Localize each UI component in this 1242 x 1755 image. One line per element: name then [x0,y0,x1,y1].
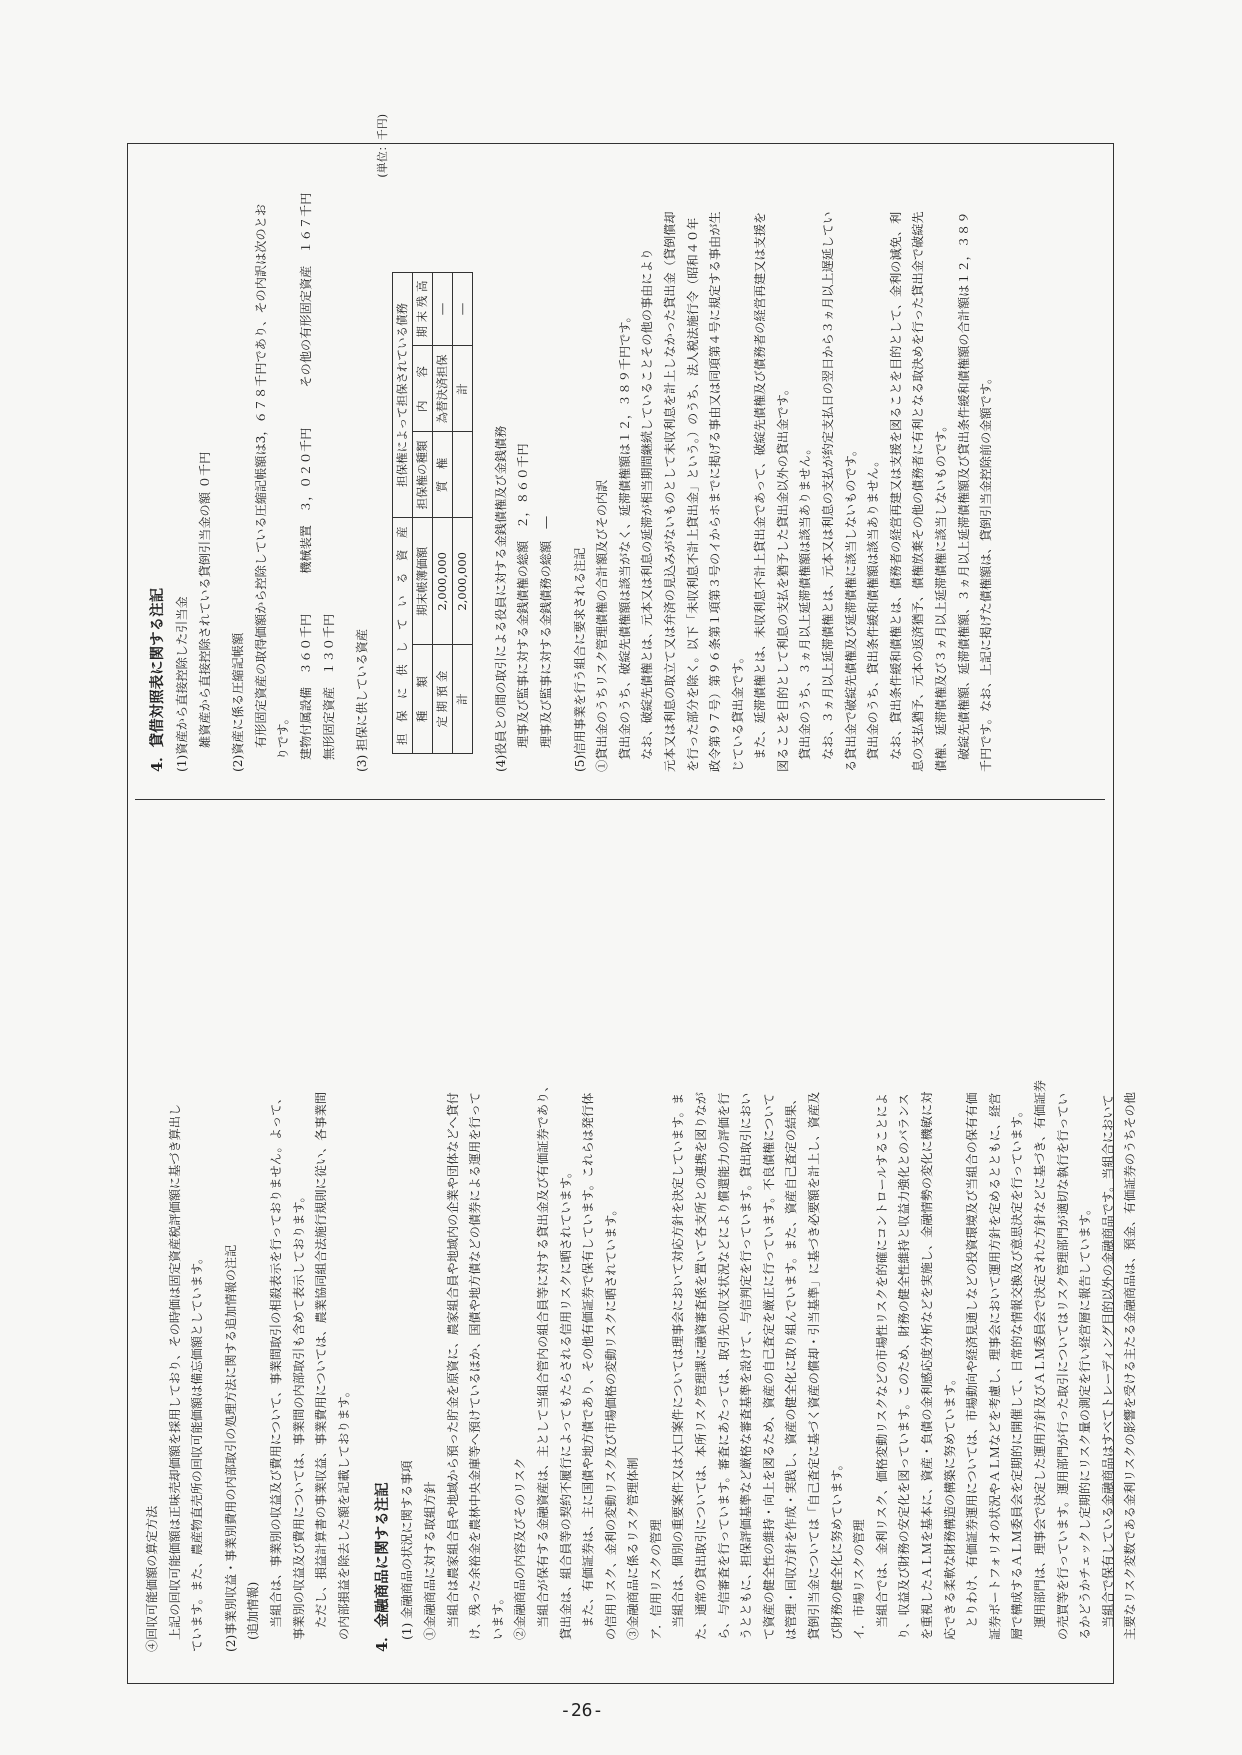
text-line: ③金融商品に係るリスク管理体制 [626,1457,641,1640]
text-line: また、有価証券は、主に国債や地方債であり、その他有価証券で保有しています。これらは発行体 [581,1092,596,1628]
text-line: 破綻先債権額、延滞債権額、３ヵ月以上延滞債権額及び貸出条件緩和債権額の合計額は１２，３８９ [956,211,971,760]
text-line: 運用部門は、理事会で決定した運用方針及びＡＬＭ委員会で決定された方針などに基づき、有価証券 [1032,1080,1047,1628]
text-line: なお、破綻先債権とは、元本又は利息の延滞が相当期間継続していることその他の事由により [640,248,655,760]
text-line: (5)信用事業を行う組合に要求される注記 [572,547,587,772]
table-row [432,272,452,753]
text-line: る貸出金で破綻先債権及び延滞債権に該当しないものです。 [843,443,858,772]
table-cell: 計 [452,645,472,754]
section-head-recoverable: ④回収可能価額の算定方法 [145,1505,159,1652]
sub-head: (追加情報) [246,1581,261,1640]
table-header: 担 保 に 供 し て い る 資 産 [392,518,412,754]
text-line: を行った部分を除く。以下「未収利息不計上貸出金」という。）のうち、法人税法施行令（昭和４０年 [685,217,700,772]
text-line: 元本又は利息の取立て又は弁済の見込みがないものとして未収利息を計上しなかった貸出金（貸倒償却 [662,211,677,772]
text-line: 債権、延滞債権及び３ヵ月以上延滞債権に該当しないものです。 [934,419,949,772]
table-cell: 為替決済担保 [432,346,452,432]
section-title-balance-sheet: 4．貸借対照表に関する注記 [149,587,166,772]
collateral-table [392,272,473,754]
page-number: -26- [560,1700,604,1721]
text-line: り、収益及び財務の安定化を図っています。このため、財務の健全性維持と収益力強化とのバランス [897,1093,912,1640]
table-row [452,272,472,753]
building-equipment: 建物付属設備 ３６０千円 [298,613,313,760]
text-line: また、延滞債権とは、未収利息不計上貸出金であって、破綻先債権及び債務者の経営再建又は支援を [753,211,768,760]
column-header: 担保権の種類 [412,432,432,518]
text-line: (1) 金融商品の状況に関する事項 [400,1460,415,1640]
text-line: (1)資産から直接控除した引当金 [175,596,189,772]
table-cell: ― [432,272,452,346]
right-column [127,114,1114,788]
table-header: 担保権によって担保されている債務 [392,272,412,518]
text-line: います。 [490,1592,505,1640]
text-line: 主要なリスク変数である金利リスクの影響を受ける主たる金融商品は、預金、有価証券のうちその他 [1123,1092,1138,1640]
text-line: た、通常の貸出取引については、本所リスク管理課に融資審査係を置いて各支所との連携を図りなが [694,1092,709,1640]
text-line: 貸出金のうち、貸出条件緩和債権額は該当ありません。 [866,454,881,760]
text-line: (3) 担保に供している資産 [355,628,370,772]
text-line: 当組合では、金利リスク、価格変動リスクなどの市場性リスクを的確にコントロールすることによ [874,1093,889,1628]
text-line: 層で構成するＡＬＭ委員会を定期的に開催して、日常的な情報交換及び意思決定を行っています。 [1010,1104,1025,1640]
table-cell: ― [452,272,472,346]
rotated-page [127,114,1138,1684]
text-line: ア．信用リスクの管理 [648,1519,663,1640]
text-line: 当組合が保有する金融資産は、主として当組合管内の組合員等に対する貸出金及び有価証券であり、 [535,1079,550,1628]
text-line: ています。また、農産物直売所の回収可能価額は備忘価額としています。 [190,1251,205,1652]
intangible-assets: 無形固定資産 １３０千円 [321,613,336,760]
text-line: ら、与信審査を行っています。審査にあたっては、取引先の収支状況などにより償還能力の評価を行 [716,1092,731,1640]
left-column [127,812,1138,1672]
text-line: 貸出金のうち、３ヵ月以上延滞債権額は該当ありません。 [798,442,813,760]
section-title-financial: 4．金融商品に関する注記 [374,1482,392,1652]
text-line: の信用リスク、金利の変動リスク及び市場価格の変動リスクに晒されています。 [603,1203,618,1640]
text-line: ②金融商品の内容及びそのリスク [513,1457,528,1640]
text-line: ①貸出金のうちリスク管理債権の合計額及びその内訳 [595,479,610,772]
text-line: なお、貸出条件緩和債権とは、債務者の経営再建又は支援を図ることを目的として、金利の減免、利 [888,211,903,760]
text-line: 政令第９７号）第９６条第１項第３号のイからホまでに掲げる事由又は同項第４号に規定する事由が生 [708,211,723,772]
text-line: 息の支払猶予、元本の返済猶予、債権放棄その他の債務者に有利となる取決めを行った貸出金で破綻先 [911,211,926,772]
compression-row [295,161,318,772]
table-cell: 計 [452,346,472,432]
column-header: 期 末 残 高 [412,272,432,346]
text-line: の売買等を行っています。運用部門が行った取引についてはリスク管理部門が適切な執行を行ってい [1055,1093,1070,1640]
column-header: 内 容 [412,346,432,432]
text-line: び財務の健全化に努めています。 [829,1458,844,1640]
machinery: 機械装置 ３，０２０千円 [298,427,313,574]
unit-label: (単位：千円) [375,114,389,178]
text-line: 貸倒引当金については「自己査定に基づく資産の償却・引当基準」に基づき必要額を計上し、資産及 [807,1091,822,1640]
text-line: るかどうかチェックし定期的にリスク量の測定を行い経営層に報告しています。 [1078,1202,1093,1640]
text-line: 理事及び監事に対する金銭債務の総額 ― [538,516,553,748]
other-fixed-assets: その他の有形固定資産 １６７千円 [298,192,313,388]
text-line: 有形固定資産の取得価額から控除している圧縮記帳額は3，６７８千円であり、その内訳は次のとお [253,203,268,748]
text-line: なお、３ヵ月以上延滞債権とは、元本又は利息の支払が約定支払日の翌日から３ヵ月以上遅延してい [821,211,836,760]
text-line: 当組合は、個別の重要案件又は大口案件については理事会において対応方針を決定しています。ま [671,1092,686,1628]
text-line: け、残った余裕金を農林中央金庫等へ預けているほか、国債や地方債などの債券による運用を行って [468,1092,483,1640]
text-line: イ．市場リスクの管理 [852,1519,867,1640]
table-cell: 質 権 [432,432,452,518]
text-line: 当組合は、事業別の収益及び費用について、事業間取引の相殺表示を行っておりません。よって、 [268,1091,283,1628]
text-line: 理事及び監事に対する金銭債権の総額 ２，８６０千円 [516,443,531,748]
text-line: 上記の回収可能価額は正味売却価額を採用しており、その時価は固定資産税評価額に基づき算出し [167,1103,182,1640]
table-cell: 2,000,000 [432,518,452,645]
text-line: 図ることを目的として利息の支払を猶予した貸出金以外の貸出金です。 [775,382,790,772]
text-line: 貸出金のうち、破綻先債権額は該当がなく、延滞債権額は１２，３８９千円です。 [617,310,632,760]
column-header: 種 類 [412,645,432,754]
text-line: ①金融商品に対する取組方針 [422,1481,437,1640]
text-line: の内部損益を除去した額を記載しております。 [336,1385,351,1640]
table-cell [452,432,472,518]
text-line: 当組合は農家組合員や地域から預った貯金を原資に、農家組合員や地域内の企業や団体などへ貸付 [445,1092,460,1628]
text-line: 当組合で保有している金融商品はすべてトレーディング目的以外の金融商品です。当組合において [1100,1094,1115,1628]
table-cell: 2,000,000 [452,518,472,645]
text-line: (4)役員との間の取引による役員に対する金銭債権及び金銭債務 [493,425,508,772]
text-line: 貸出金は、組合員等の契約不履行によってもたらされる信用リスクに晒されています。 [558,1165,573,1640]
text-line: (2)資産に係る圧縮記帳額 [231,632,246,772]
section-head-internal-trade: (2)事業別収益・事業別費用の内部取引の処理方法に関する追加情報の注記 [223,1244,238,1652]
text-line: ただし、損益計算書の事業収益、事業費用については、農業協同組合法施行規則に従い、各事業間 [314,1091,329,1628]
table-cell: 定 期 預 金 [432,645,452,754]
text-line: じている貸出金です。 [730,651,745,772]
text-line: を重視したＡＬＭを基本に、資産・負債の金利感応度分析などを実施し、金融情勢の変化に機敏に対 [920,1091,934,1640]
column-header: 期末帳簿価額 [412,518,432,645]
text-line: とりわけ、有価証券運用については、市場動向や経済見通しなどの投資環境及び当組合の保有有価 [965,1092,980,1628]
text-line: 事業別の収益及び費用については、事業間の内部取引も含めて表示しております。 [291,1190,306,1640]
text-line: りです。 [276,712,291,760]
text-line: 応できる柔軟な財務構造の構築に努めています。 [942,1372,957,1640]
text-line: うとともに、担保評価基準など厳格な審査基準を設けて、与信判定を行っています。貸出取引におい [739,1092,754,1640]
column-divider [135,799,1105,800]
text-line: 千円です。なお、上記に掲げた債権額は、貸倒引当金控除前の金額です。 [979,371,994,772]
text-line: て資産の健全性の維持・向上を図るため、資産の自己査定を厳正に行っています。不良債権について [761,1093,776,1640]
text-line: は管理・回収方針を作成・実践し、資産の健全化に取り組んでいます。また、資産自己査定の結果、 [784,1092,799,1640]
text-line: 雑資産から直接控除されている貸倒引当金の額 ０千円 [197,451,212,748]
text-line: 証券ポートフォリオの状況やＡＬＭなどを考慮し、理事会において運用方針を定めるとともに、経営 [987,1092,1002,1640]
